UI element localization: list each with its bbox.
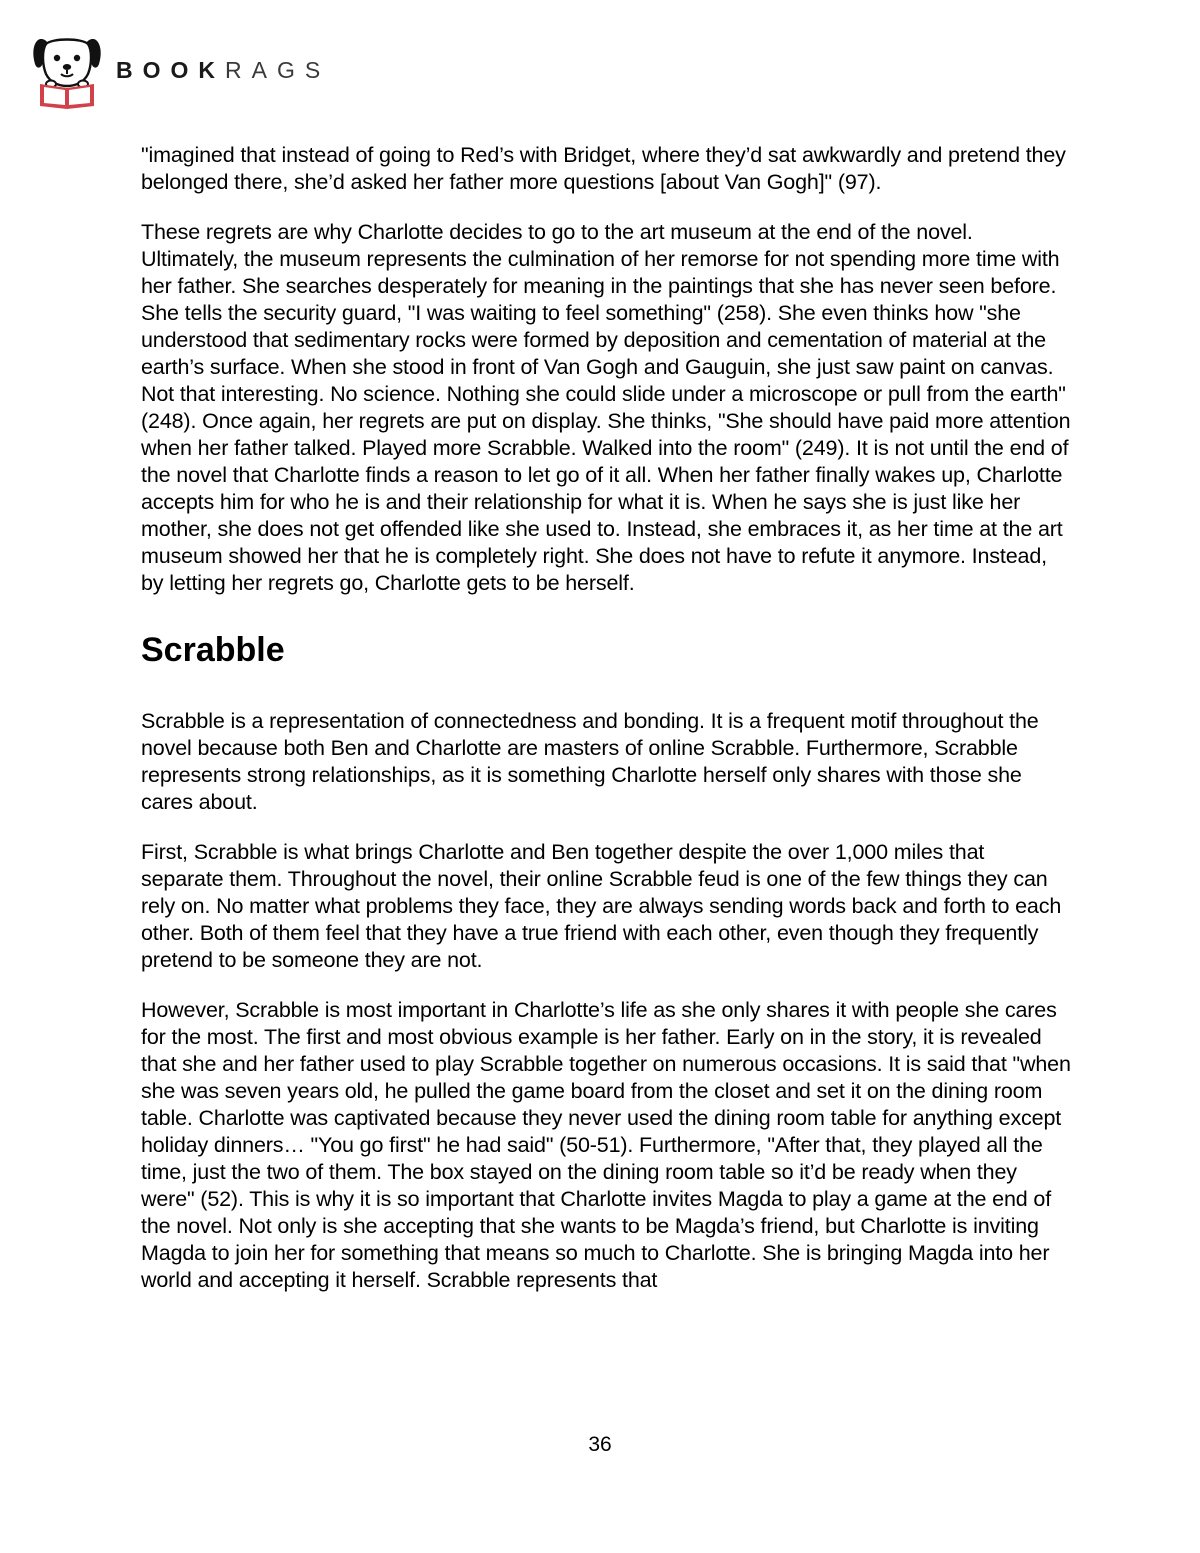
paragraph: "imagined that instead of going to Red’s with Bridget, where they’d sat awkwardly and pretend they belonged there, she’d asked her father more questions [about Van Gogh]" (97). [141,143,1066,194]
paragraph: Scrabble is a representation of connectedness and bonding. It is a frequent motif throughout the novel because both Ben and Charlotte are masters of online Scrabble. Furthermore, Scrabble represents strong relationships, as it is something Charlotte herself only shares with those she cares about. [141,709,1039,814]
brand-wordmark [116,57,330,84]
page-number: 36 [588,1433,612,1456]
paragraph: These regrets are why Charlotte decides to go to the art museum at the end of the novel. Ultimately, the museum represents the culmination of her remorse for not spending more time with her father. She searches desperately for meaning in the paintings that she has never seen before. She tells the security guard, "I was waiting to feel something" (258). She even thinks how "she understood that sedimentary rocks were formed by deposition and cementation of material at the earth’s surface. When she stood in front of Van Gogh and Gauguin, she just saw paint on canvas. Not that interesting. No science. Nothing she could slide under a microscope or pull from the earth" (248). Once again, her regrets are put on display. She thinks, "She should have paid more attention when her father talked. Played more Scrabble. Walked into the room" (249). It is not until the end of the novel that Charlotte finds a reason to let go of it all. When her father finally wakes up, Charlotte accepts him for who he is and their relationship for what it is. When he says she is just like her mother, she does not get offended like she used to. Instead, she embraces it, as her time at the art museum showed her that he is completely right. She does not have to refute it anymore. Instead, by letting her regrets go, Charlotte gets to be herself. [141,220,1071,595]
brand-wordmark-light: RAGS [225,56,331,83]
brand-wordmark-bold: BOOK [116,56,225,83]
section-heading: Scrabble [141,631,285,669]
document-body [141,142,1071,1317]
dog-with-book-icon [32,34,102,110]
paragraph: First, Scrabble is what brings Charlotte and Ben together despite the over 1,000 miles that separate them. Throughout the novel, their online Scrabble feud is one of the few things they can rely on. No matter what problems they face, they are always sending words back and forth to each other. Both of them feel that they have a true friend with each other, even though they frequently pretend to be someone they are not. [141,840,1062,972]
brand-header [32,32,330,112]
paragraph: However, Scrabble is most important in Charlotte’s life as she only shares it with people she cares for the most. The first and most obvious example is her father. Early on in the story, it is revealed that she and her father used to play Scrabble together on numerous occasions. It is said that "when she was seven years old, he pulled the game board from the closet and set it on the dining room table. Charlotte was captivated because they never used the dining room table for anything except holiday dinners… "You go first" he had said" (50-51). Furthermore, "After that, they played all the time, just the two of them. The box stayed on the dining room table so it’d be ready when they were" (52). This is why it is so important that Charlotte invites Magda to play a game at the end of the novel. Not only is she accepting that she wants to be Magda’s friend, but Charlotte is inviting Magda to join her for something that means so much to Charlotte. She is bringing Magda into her world and accepting it herself. Scrabble represents that [141,998,1071,1292]
